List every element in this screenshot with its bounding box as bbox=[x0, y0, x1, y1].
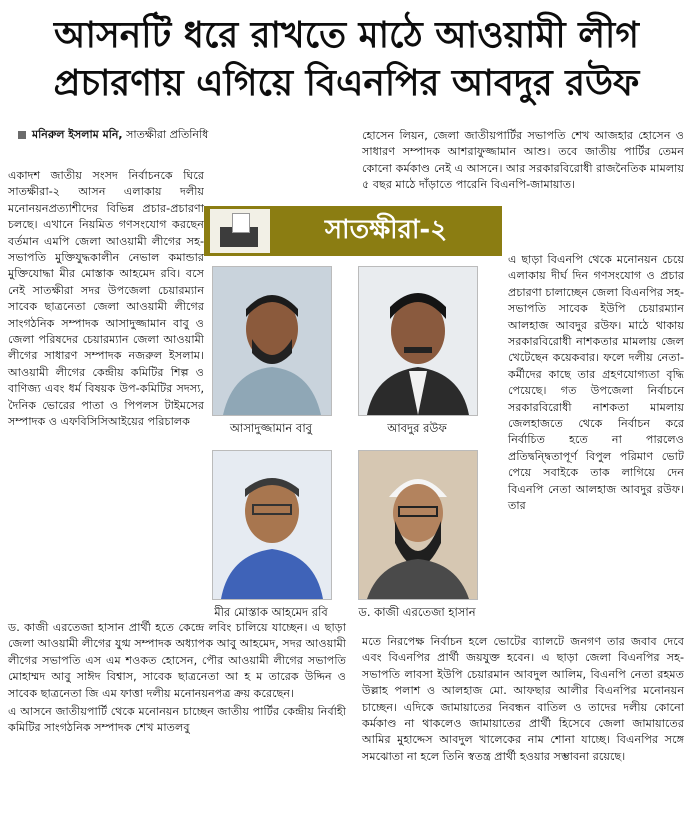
photo-asaduzzaman-babu bbox=[212, 266, 332, 416]
article-paragraph-bottom-right: মতে নিরপেক্ষ নির্বাচন হলে ভোটের ব্যালটে জনগণ তার জবাব দেবে এবং বিএনপির প্রার্থী জয়যুক্ত হবেন। এ ছাড়া জেলা বিএনপির সহ-সভাপতি লাবসা ইউপি চেয়ারমান আবদুল আলিম, বিএনপি নেতা রহমত উল্লাহ পলাশ ও আলহাজ মো. আফছার আলীর বিএনপির মনোনয়ন চাচ্ছেন। এদিকে জামায়াতের নিবন্ধন বাতিল ও তাদের দলীয় কোনো কর্মকাণ্ড না থাকলেও জামায়াতের প্রার্থী হিসেবে জেলা জামায়াতের আমির মুহাদ্দেস আবদুল খালেকের নাম শোনা যাচ্ছে। বিএনপির সঙ্গে সমঝোতা না হলে তিনি স্বতন্ত্র প্রার্থী হওয়ার সম্ভাবনা রয়েছে। bbox=[362, 635, 684, 763]
caption-photo-2: আবদুর রউফ bbox=[387, 421, 447, 435]
article-paragraph-right: এ ছাড়া বিএনপি থেকে মনোনয়ন চেয়ে এলাকায় দীর্ঘ দিন গণসংযোগ ও প্রচার প্রচারণা চালাচ্ছেন জেলা বিএনপির সহ-সভাপতি সাবেক ইউপি চেয়ারম্যান আলহাজ আবদুর রউফ। মাঠে থাকায় সরকারবিরোধী নাশকতার মামলায় জেল খেটেছেন কয়েকবার। ফলে দলীয় নেতা-কর্মীদের কাছে তার গ্রহণযোগ্যতা বৃদ্ধি পেয়েছে। গত উপজেলা নির্বাচনে সরকারবিরোধী নাশকতা মামলায় জেলহাজতে থেকে নির্বাচন করে নির্বাচিত হতে না পারলেও প্রতিদ্বন্দ্বিতাপূর্ণ বিপুল পরিমাণ ভোট পেয়ে সবাইকে তাক লাগিয়ে দেন বিএনপি নেতা আলহাজ আবদুর রউফ। তার bbox=[508, 253, 684, 513]
article-bottom-right bbox=[362, 634, 684, 765]
reporter-name: মনিরুল ইসলাম মনি, bbox=[32, 128, 123, 141]
caption-photo-3: মীর মোস্তাক আহমেদ রবি bbox=[214, 605, 328, 619]
article-paragraph-1: একাদশ জাতীয় সংসদ নির্বাচনকে ঘিরে সাতক্ষীরা-২ আসন এলাকায় দলীয় মনোনয়নপ্রত্যাশীদের বিভিন্ন প্রচার-প্রচারণা চলছে। এখানে নিয়মিত গণসংযোগ করছেন বর্তমান এমপি জেলা আওয়ামী লীগের সহ-সভাপতি মুক্তিযুদ্ধকালীন নেভাল কমান্ডার মুক্তিযোদ্ধা মীর মোস্তাক আহমেদ রবি। বসে নেই সাতক্ষীরা সদর উপজেলা চেয়ারম্যান সাবেক ছাত্রনেতা জেলা আওয়ামী লীগের সাংগঠনিক সম্পাদক আসাদুজ্জামান বাবু ও জেলা পরিষদের চেয়ারম্যান জেলা আওয়ামী লীগের সাধারণ সম্পাদক নজরুল ইসলাম। আওয়ামী লীগের কেন্দ্রীয় কমিটির শিল্প ও বাণিজ্য এবং ধর্ম বিষয়ক উপ-কমিটির সদস্য, দৈনিক ভোরের পাতা ও পিপলস টাইমসের সম্পাদক ও এফবিসিসিআইয়ের পরিচালক bbox=[8, 169, 204, 429]
headline-line-1: আসনটি ধরে রাখতে মাঠে আওয়ামী লীগ bbox=[54, 15, 639, 56]
article-right-head bbox=[362, 128, 684, 194]
byline-square-icon bbox=[18, 131, 26, 139]
article-paragraph-bottom-left: ড. কাজী এরতেজা হাসান প্রার্থী হতে কেন্দ্রে লবিং চালিয়ে যাচ্ছেন। এ ছাড়া জেলা আওয়ামী লীগের যুগ্ম সম্পাদক অধ্যাপক আবু আহমেদ, সদর আওয়ামী লীগের সভাপতি এস এম শওকত হোসেন, পৌর আওয়ামী লীগের সভাপতি মোহাম্মদ আবু সাঈদ বিশ্বাস, সাবেক ছাত্রনেতা আ হ ম তারেক উদ্দিন ও সাবেক ছাত্রনেতা জি এম ফাত্তা দলীয় মনোনয়নপত্র ক্রয় করেছেন। bbox=[8, 621, 346, 700]
article-paragraph-bottom-left-2: এ আসনে জাতীয়পার্টি থেকে মনোনয়ন চাচ্ছেন জাতীয় পার্টির কেন্দ্রীয় নির্বাহী কমিটির সাংগঠনিক সম্পাদক শেখ মাতলবু bbox=[8, 705, 346, 735]
photo-abdur-rouf bbox=[358, 266, 478, 416]
caption-photo-1: আসাদুজ্জামান বাবু bbox=[229, 421, 313, 435]
headline-line-2: প্রচারণায় এগিয়ে বিএনপির আবদুর রউফ bbox=[53, 63, 640, 104]
photo-mir-mostak-ahmed-robi bbox=[212, 450, 332, 600]
ballot-box-icon bbox=[210, 209, 270, 253]
constituency-banner bbox=[204, 206, 502, 256]
article-right-column bbox=[508, 252, 684, 515]
constituency-title: সাতক্ষীরা-২ bbox=[324, 215, 448, 245]
photo-kazi-ertaza-hasan bbox=[358, 450, 478, 600]
byline bbox=[18, 128, 208, 142]
article-bottom-left bbox=[8, 620, 346, 737]
article-left-column bbox=[8, 168, 204, 431]
caption-photo-4: ড. কাজী এরতেজা হাসান bbox=[358, 605, 476, 619]
article-paragraph-right-head: হোসেন লিয়ন, জেলা জাতীয়পার্টির সভাপতি শেখ আজহার হোসেন ও সাধারণ সম্পাদক আশরাফুজ্জামান আশু। তবে জাতীয় পার্টির তেমন কোনো কর্মকাণ্ড নেই এ আসনে। আর সরকারবিরোধী রাজনৈতিক মামলায় ৫ বছর মাঠে দাঁড়াতে পারেনি বিএনপি-জামায়াত। bbox=[362, 129, 684, 192]
reporter-role: সাতক্ষীরা প্রতিনিধি bbox=[126, 128, 209, 141]
